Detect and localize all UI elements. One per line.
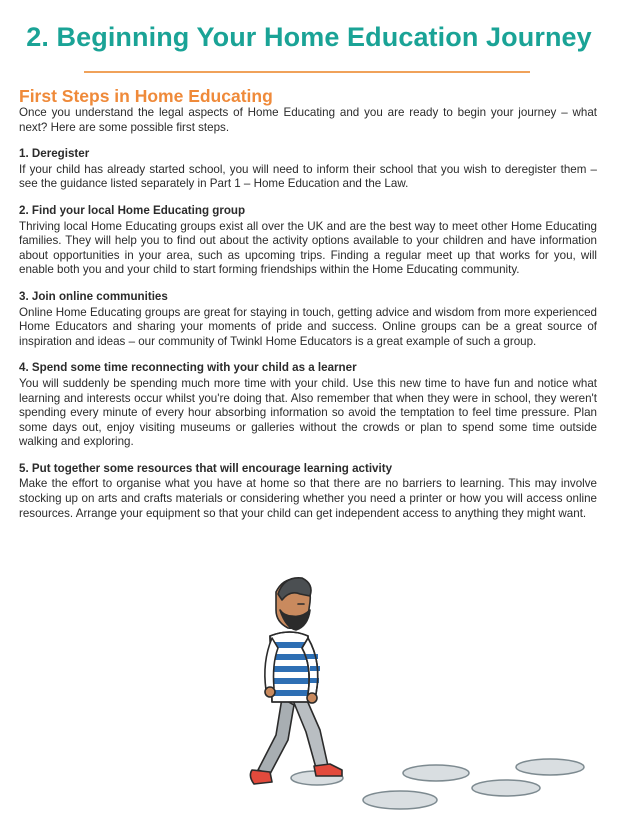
intro-paragraph: Once you understand the legal aspects of Home Educating and you are ready to begin your journey – what next? Here are some possible first steps. <box>19 106 597 134</box>
step-body: Make the effort to organise what you have at home so that there are no barriers to learning. This may involve stocking up on arts and crafts materials or considering whether you need a printer or how you will access online resources. Arrange your equipment so that your child can get independent access to anything they might want. <box>19 477 597 520</box>
step-heading: 3. Join online communities <box>19 289 168 303</box>
step-local-group <box>19 204 597 278</box>
title-divider <box>84 71 530 73</box>
step-resources <box>19 462 597 521</box>
man-figure <box>250 578 342 784</box>
step-online-communities <box>19 290 597 349</box>
step-body: You will suddenly be spending much more time with your child. Use this new time to have fun and notice what learning and interests occur whilst you're doing that. Also remember that when they were in school, they weren't spending every minute of every hour absorbing information so avoid the temptation to feel time pressure. Plan some days out, enjoy visiting museums or galleries without the crowds or plan to spend some time outside walking and exploring. <box>19 376 597 449</box>
step-heading: 5. Put together some resources that will encourage learning activity <box>19 461 393 475</box>
section-subtitle: First Steps in Home Educating <box>19 86 273 106</box>
step-reconnect <box>19 361 597 450</box>
step-deregister <box>19 147 597 192</box>
walking-man-illustration <box>230 570 610 815</box>
page-title: 2. Beginning Your Home Education Journey <box>26 22 592 52</box>
step-heading: 1. Deregister <box>19 147 90 161</box>
step-body: If your child has already started school, you will need to inform their school that you wish to deregister them – see the guidance listed separately in Part 1 – Home Education and the Law. <box>19 162 597 191</box>
step-heading: 2. Find your local Home Educating group <box>19 203 246 217</box>
step-heading: 4. Spend some time reconnecting with your child as a learner <box>19 361 357 375</box>
article-body <box>19 86 597 533</box>
step-body: Thriving local Home Educating groups exist all over the UK and are the best way to meet other Home Educating families. They will help you to find out about the activity options available to your children and have information about opportunities in your area, such as upcoming trips. Finding a regular meet up that works for you, will enable both you and your child to start forming friendships within the Home Educating community. <box>19 219 597 277</box>
step-body: Online Home Educating groups are great for staying in touch, getting advice and wisdom from more experienced Home Educators and sharing your moments of pride and success. Online groups can be a great source of inspiration and ideas – our community of Twinkl Home Educators is a great example of such a group. <box>19 305 597 348</box>
